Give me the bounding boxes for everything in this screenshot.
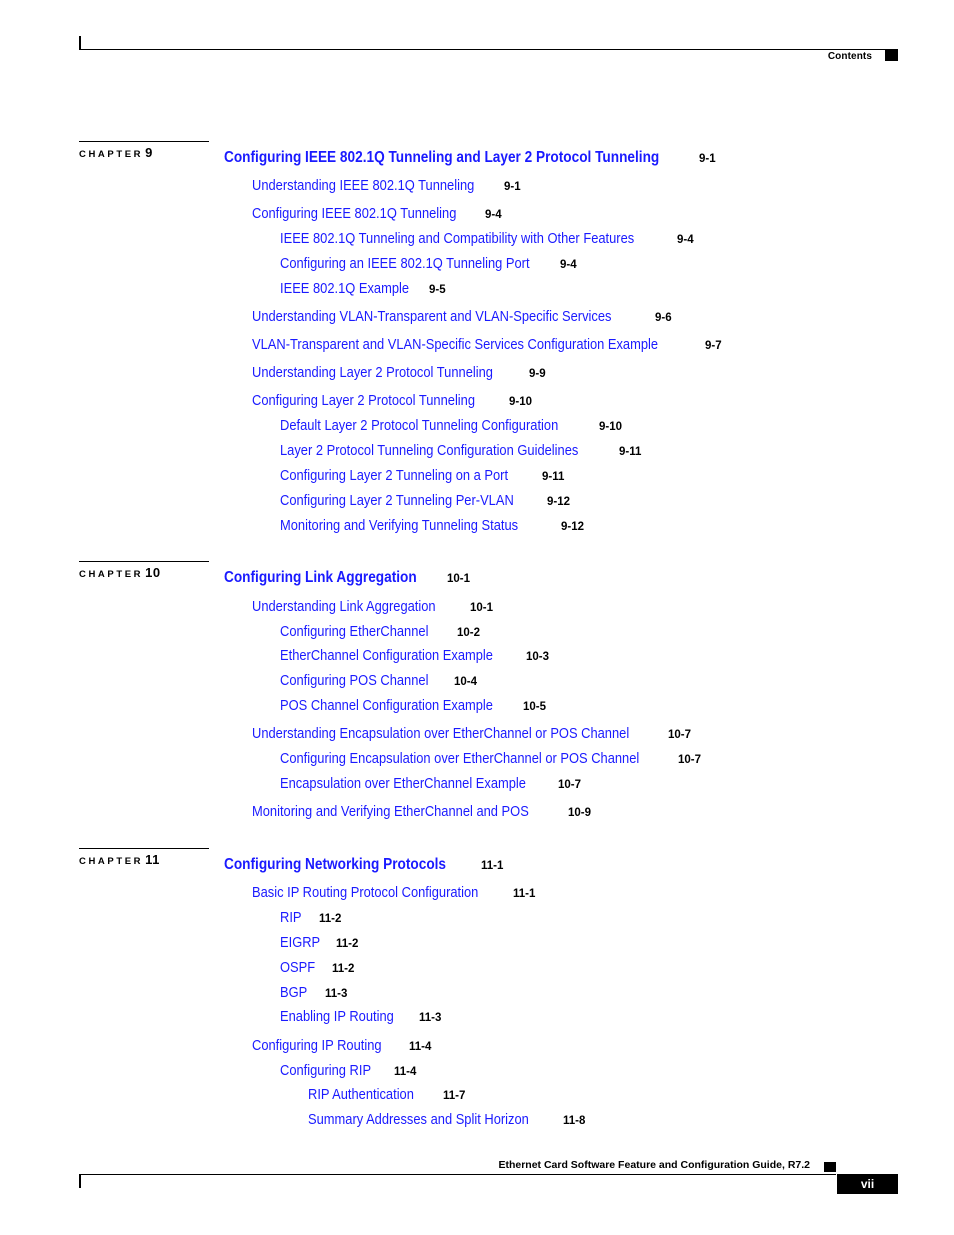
toc-entry-page: 11-2: [332, 963, 355, 975]
toc-entry-title: Summary Addresses and Split Horizon: [308, 1111, 529, 1128]
toc-entry-page: 9-10: [509, 396, 533, 408]
toc-entry-title: Understanding Encapsulation over EtherChannel or POS Channel: [252, 725, 630, 742]
chapter-rule: [79, 848, 209, 849]
toc-entry-link[interactable]: [308, 1111, 586, 1129]
chapter-label: [79, 565, 161, 580]
toc-entry-page: 9-4: [485, 209, 502, 221]
toc-entry-title: Configuring Layer 2 Tunneling Per-VLAN: [280, 492, 514, 509]
footer-guide-title: Ethernet Card Software Feature and Configuration Guide, R7.2: [498, 1159, 810, 1171]
toc-entry-title: Enabling IP Routing: [280, 1008, 394, 1025]
toc-entry-page: 9-4: [677, 234, 694, 246]
toc-entry-page: 9-10: [599, 421, 623, 433]
toc-entry-title: RIP Authentication: [308, 1086, 414, 1103]
toc-entry-page: 9-5: [429, 284, 446, 296]
toc-entry-link[interactable]: [280, 623, 481, 641]
toc-entry-title: Understanding Link Aggregation: [252, 598, 436, 615]
chapter-rule: [79, 141, 209, 142]
toc-entry-link[interactable]: [280, 984, 348, 1002]
toc-entry-link[interactable]: [252, 1037, 432, 1055]
toc-entry-page: 10-1: [447, 573, 471, 585]
toc-entry-link[interactable]: [280, 697, 547, 715]
toc-entry-title: Configuring Layer 2 Protocol Tunneling: [252, 392, 476, 409]
chapter-label-text: CHAPTER: [79, 149, 144, 160]
toc-entry-page: 9-11: [542, 471, 565, 483]
toc-entry-title: Configuring Encapsulation over EtherChannel or POS Channel: [280, 750, 640, 767]
toc-entry-title: Configuring RIP: [280, 1062, 372, 1079]
header-rule: [79, 49, 898, 50]
toc-entry-link[interactable]: [280, 280, 446, 298]
toc-entry-link[interactable]: [252, 884, 536, 902]
toc-entry-page: 11-4: [394, 1066, 417, 1078]
footer-corner-mark: [79, 1174, 81, 1188]
toc-entry-title: RIP: [280, 909, 302, 926]
chapter-number: 11: [145, 852, 160, 867]
chapter-label: [79, 852, 160, 867]
toc-entry-link[interactable]: [308, 1086, 466, 1104]
toc-entry-link[interactable]: [280, 442, 642, 460]
toc-entry-title: Encapsulation over EtherChannel Example: [280, 775, 526, 792]
toc-entry-page: 11-4: [409, 1041, 432, 1053]
toc-entry-link[interactable]: [280, 750, 702, 768]
toc-entry-title: Configuring Layer 2 Tunneling on a Port: [280, 467, 509, 484]
toc-entry-title: Configuring IEEE 802.1Q Tunneling and Layer 2 Protocol Tunneling: [224, 149, 660, 166]
toc-entry-title: Understanding VLAN-Transparent and VLAN-Specific Services: [252, 308, 612, 325]
toc-entry-link[interactable]: [280, 775, 582, 793]
toc-entry-title: Basic IP Routing Protocol Configuration: [252, 884, 479, 901]
toc-entry-page: 10-3: [526, 651, 550, 663]
toc-entry-link[interactable]: [280, 517, 585, 535]
toc-entry-link[interactable]: [252, 205, 502, 223]
toc-entry-page: 9-12: [547, 496, 571, 508]
toc-entry-title: Configuring IEEE 802.1Q Tunneling: [252, 205, 457, 222]
toc-entry-link[interactable]: [280, 959, 355, 977]
toc-entry-title: Configuring an IEEE 802.1Q Tunneling Port: [280, 255, 530, 272]
toc-entry-link[interactable]: [280, 934, 359, 952]
toc-entry-link[interactable]: [280, 647, 550, 665]
toc-entry-page: 11-3: [419, 1012, 442, 1024]
toc-entry-page: 10-1: [470, 602, 494, 614]
toc-entry-page: 11-2: [336, 938, 359, 950]
toc-entry-title: Monitoring and Verifying Tunneling Status: [280, 517, 519, 534]
toc-entry-title: OSPF: [280, 959, 316, 976]
toc-entry-link[interactable]: [280, 417, 623, 435]
toc-entry-title: VLAN-Transparent and VLAN-Specific Services Configuration Example: [252, 336, 659, 353]
toc-entry-page: 10-7: [678, 754, 702, 766]
header-corner-mark: [79, 36, 81, 50]
toc-entry-link[interactable]: [280, 1062, 417, 1080]
toc-entry-title: Configuring Networking Protocols: [224, 856, 447, 873]
toc-entry-title: Monitoring and Verifying EtherChannel and POS: [252, 803, 529, 820]
toc-entry-title: Configuring EtherChannel: [280, 623, 429, 640]
toc-entry-page: 11-8: [563, 1115, 586, 1127]
toc-entry-page: 11-3: [325, 988, 348, 1000]
toc-entry-title: Understanding Layer 2 Protocol Tunneling: [252, 364, 493, 381]
toc-entry-link[interactable]: [252, 803, 592, 821]
toc-entry-title: Layer 2 Protocol Tunneling Configuration Guidelines: [280, 442, 579, 459]
chapter-title-link[interactable]: [224, 569, 471, 587]
toc-entry-page: 10-9: [568, 807, 592, 819]
toc-entry-link[interactable]: [252, 598, 494, 616]
toc-entry-page: 10-4: [454, 676, 478, 688]
header-block-mark: [885, 50, 898, 61]
chapter-number: 9: [145, 145, 153, 160]
footer-page-number: vii: [837, 1174, 898, 1194]
toc-entry-page: 9-1: [699, 153, 716, 165]
toc-entry-page: 9-12: [561, 521, 585, 533]
footer-rule: [79, 1174, 836, 1175]
toc-entry-page: 10-2: [457, 627, 481, 639]
chapter-rule: [79, 561, 209, 562]
chapter-number: 10: [145, 565, 161, 580]
chapter-label-text: CHAPTER: [79, 856, 144, 867]
toc-entry-title: IEEE 802.1Q Example: [280, 280, 410, 297]
toc-entry-title: EtherChannel Configuration Example: [280, 647, 493, 664]
toc-entry-page: 9-6: [655, 312, 672, 324]
toc-entry-link[interactable]: [280, 1008, 442, 1026]
toc-entry-title: Configuring POS Channel: [280, 672, 429, 689]
toc-entry-link[interactable]: [252, 725, 691, 743]
toc-entry-page: 9-1: [504, 181, 521, 193]
toc-entry-title: BGP: [280, 984, 308, 1001]
toc-entry-page: 10-5: [523, 701, 547, 713]
toc-entry-title: Understanding IEEE 802.1Q Tunneling: [252, 177, 475, 194]
toc-entry-link[interactable]: [252, 308, 670, 326]
toc-entry-link[interactable]: [252, 177, 521, 195]
toc-entry-link[interactable]: [280, 492, 571, 510]
toc-entry-page: 9-4: [560, 259, 577, 271]
toc-entry-page: 10-7: [558, 779, 582, 791]
toc-entry-link[interactable]: [280, 467, 565, 485]
toc-entry-title: Default Layer 2 Protocol Tunneling Configuration: [280, 417, 559, 434]
toc-entry-link[interactable]: [280, 672, 478, 690]
toc-entry-link[interactable]: [280, 909, 342, 927]
toc-entry-link[interactable]: [252, 336, 724, 354]
toc-entry-title: IEEE 802.1Q Tunneling and Compatibility with Other Features: [280, 230, 635, 247]
footer-block-mark: [824, 1162, 836, 1172]
chapter-title-link[interactable]: [224, 149, 719, 167]
toc-entry-title: EIGRP: [280, 934, 321, 951]
toc-entry-page: 11-7: [443, 1090, 466, 1102]
toc-entry-link[interactable]: [252, 392, 533, 410]
toc-entry-page: 11-2: [319, 913, 342, 925]
chapter-label-text: CHAPTER: [79, 569, 144, 580]
toc-entry-page: 10-7: [668, 729, 692, 741]
toc-entry-page: 11-1: [513, 888, 536, 900]
chapter-title-link[interactable]: [224, 856, 504, 874]
toc-entry-page: 9-7: [705, 340, 722, 352]
toc-entry-link[interactable]: [280, 255, 577, 273]
toc-entry-page: 9-11: [619, 446, 642, 458]
header-section-label: Contents: [827, 51, 872, 62]
toc-entry-title: Configuring Link Aggregation: [224, 569, 417, 586]
toc-entry-page: 11-1: [481, 860, 504, 872]
chapter-label: [79, 145, 153, 160]
toc-entry-page: 9-9: [529, 368, 546, 380]
toc-entry-title: POS Channel Configuration Example: [280, 697, 493, 714]
toc-entry-link[interactable]: [280, 230, 692, 248]
toc-entry-link[interactable]: [252, 364, 546, 382]
toc-entry-title: Configuring IP Routing: [252, 1037, 382, 1054]
